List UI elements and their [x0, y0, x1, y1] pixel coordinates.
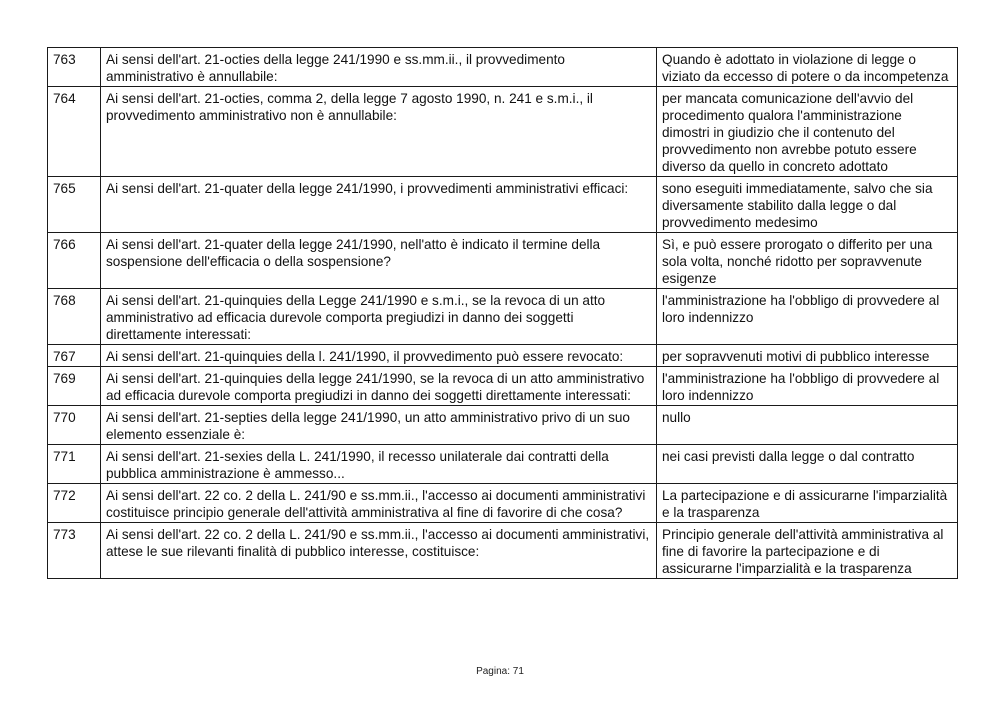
question-number: 768: [48, 289, 101, 345]
table-row: [48, 345, 958, 367]
question-number: 770: [48, 406, 101, 445]
question-number: 772: [48, 484, 101, 523]
question-text: Ai sensi dell'art. 22 co. 2 della L. 241/90 e ss.mm.ii., l'accesso ai documenti amministrativi costituisce principio generale dell'attività amministrativa al fine di favorire di che cosa?: [101, 484, 657, 523]
question-number: 763: [48, 48, 101, 87]
answer-text: nei casi previsti dalla legge o dal contratto: [657, 445, 958, 484]
question-number: 773: [48, 523, 101, 579]
answer-text: Sì, e può essere prorogato o differito per una sola volta, nonché ridotto per sopravvenute esigenze: [657, 233, 958, 289]
question-text: Ai sensi dell'art. 21-quinquies della legge 241/1990, se la revoca di un atto amministrativo ad efficacia durevole comporta pregiudizi in danno dei soggetti direttamente interessati:: [101, 367, 657, 406]
table-row: [48, 406, 958, 445]
table-row: [48, 48, 958, 87]
answer-text: La partecipazione e di assicurarne l'imparzialità e la trasparenza: [657, 484, 958, 523]
question-text: Ai sensi dell'art. 21-quater della legge 241/1990, i provvedimenti amministrativi efficaci:: [101, 177, 657, 233]
answer-text: per sopravvenuti motivi di pubblico interesse: [657, 345, 958, 367]
answer-text: Quando è adottato in violazione di legge o viziato da eccesso di potere o da incompetenza: [657, 48, 958, 87]
page-number: Pagina: 71: [476, 666, 524, 677]
table-row: [48, 233, 958, 289]
table-row: [48, 177, 958, 233]
answer-text: per mancata comunicazione dell'avvio del procedimento qualora l'amministrazione dimostri in giudizio che il contenuto del provvedimento non avrebbe potuto essere diverso da quello in concreto adottato: [657, 87, 958, 177]
answer-text: nullo: [657, 406, 958, 445]
question-number: 766: [48, 233, 101, 289]
answer-text: l'amministrazione ha l'obbligo di provvedere al loro indennizzo: [657, 367, 958, 406]
table-row: [48, 289, 958, 345]
table-row: [48, 445, 958, 484]
question-number: 771: [48, 445, 101, 484]
answer-text: sono eseguiti immediatamente, salvo che sia diversamente stabilito dalla legge o dal provvedimento medesimo: [657, 177, 958, 233]
question-text: Ai sensi dell'art. 21-quinquies della l. 241/1990, il provvedimento può essere revocato:: [101, 345, 657, 367]
question-text: Ai sensi dell'art. 21-quater della legge 241/1990, nell'atto è indicato il termine della sospensione dell'efficacia o della sospensione?: [101, 233, 657, 289]
answer-text: l'amministrazione ha l'obbligo di provvedere al loro indennizzo: [657, 289, 958, 345]
questions-table: [47, 47, 958, 579]
question-number: 764: [48, 87, 101, 177]
question-text: Ai sensi dell'art. 21-septies della legge 241/1990, un atto amministrativo privo di un suo elemento essenziale è:: [101, 406, 657, 445]
question-text: Ai sensi dell'art. 21-quinquies della Legge 241/1990 e s.m.i., se la revoca di un atto amministrativo ad efficacia durevole comporta pregiudizi in danno dei soggetti direttamente interessati:: [101, 289, 657, 345]
question-text: Ai sensi dell'art. 21-octies, comma 2, della legge 7 agosto 1990, n. 241 e s.m.i., il provvedimento amministrativo non è annullabile:: [101, 87, 657, 177]
answer-text: Principio generale dell'attività amministrativa al fine di favorire la partecipazione e di assicurarne l'imparzialità e la trasparenza: [657, 523, 958, 579]
table-row: [48, 484, 958, 523]
question-number: 765: [48, 177, 101, 233]
question-text: Ai sensi dell'art. 22 co. 2 della L. 241/90 e ss.mm.ii., l'accesso ai documenti amministrativi, attese le sue rilevanti finalità di pubblico interesse, costituisce:: [101, 523, 657, 579]
question-number: 769: [48, 367, 101, 406]
table-row: [48, 523, 958, 579]
question-text: Ai sensi dell'art. 21-octies della legge 241/1990 e ss.mm.ii., il provvedimento amministrativo è annullabile:: [101, 48, 657, 87]
table-row: [48, 87, 958, 177]
question-number: 767: [48, 345, 101, 367]
question-text: Ai sensi dell'art. 21-sexies della L. 241/1990, il recesso unilaterale dai contratti della pubblica amministrazione è ammesso...: [101, 445, 657, 484]
table-row: [48, 367, 958, 406]
